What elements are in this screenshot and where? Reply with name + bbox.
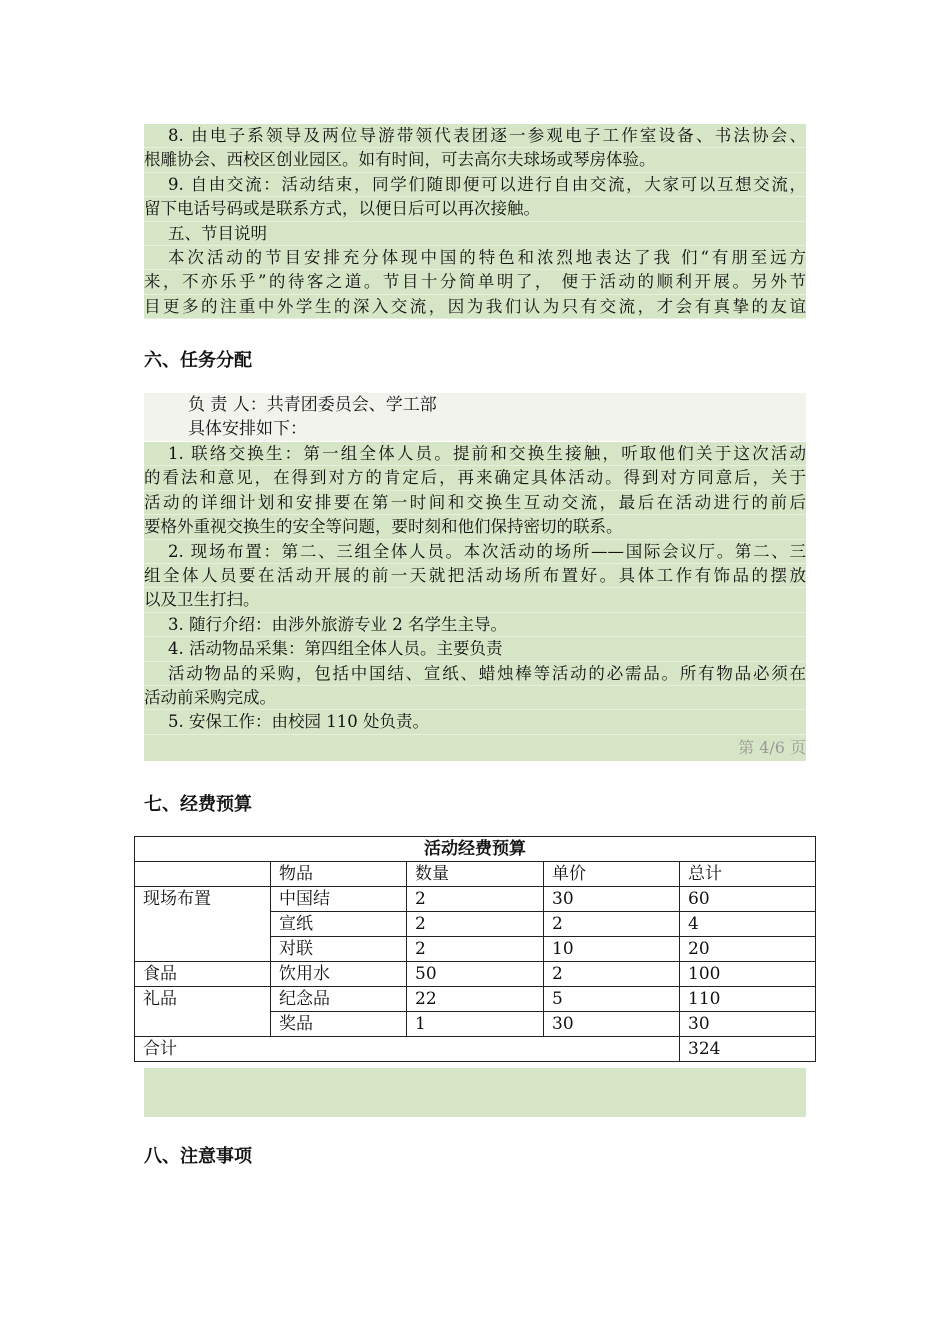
paragraph-line: 目更多的注重中外学生的深入交流，因为我们认为只有交流，才会有真挚的友谊 xyxy=(144,295,806,319)
table-cell: 奖品 xyxy=(271,1012,407,1037)
paragraph-line: 留下电话号码或是联系方式，以便日后可以再次接触。 xyxy=(144,197,806,221)
table-title-row xyxy=(135,837,816,862)
table-cell: 10 xyxy=(544,937,680,962)
paragraph-line: 活动的详细计划和安排要在第一时间和交换生互动交流，最后在活动进行的前后 xyxy=(144,491,806,515)
table-total-row xyxy=(135,1037,816,1062)
paragraph-line: 5. 安保工作：由校园 110 处负责。 xyxy=(144,710,806,734)
table-cell: 对联 xyxy=(271,937,407,962)
table-cell: 20 xyxy=(680,937,816,962)
task-details-block xyxy=(144,442,806,761)
total-label: 合计 xyxy=(135,1037,680,1062)
table-row xyxy=(135,887,816,912)
paragraph-line: 本次活动的节目安排充分体现中国的特色和浓烈地表达了我 们“有朋至远方 xyxy=(144,246,806,270)
paragraph-line: 活动前采购完成。 xyxy=(144,686,806,710)
activity-steps-block xyxy=(144,124,806,319)
table-cell: 60 xyxy=(680,887,816,912)
paragraph-line: 根雕协会、西校区创业园区。如有时间，可去高尔夫球场或琴房体验。 xyxy=(144,148,806,172)
table-cell: 中国结 xyxy=(271,887,407,912)
table-cell: 30 xyxy=(680,1012,816,1037)
table-cell: 纪念品 xyxy=(271,987,407,1012)
table-cell: 宣纸 xyxy=(271,912,407,937)
paragraph-line: 要格外重视交换生的安全等问题，要时刻和他们保持密切的联系。 xyxy=(144,515,806,539)
section-heading-budget: 七、经费预算 xyxy=(144,794,252,815)
group-cell: 食品 xyxy=(135,962,271,987)
responsible-line: 负 责 人：共青团委员会、学工部 xyxy=(188,395,437,415)
table-highlight-band xyxy=(144,1068,806,1117)
table-cell: 2 xyxy=(407,887,544,912)
table-row xyxy=(135,962,816,987)
group-cell: 礼品 xyxy=(135,987,271,1037)
page-number: 第 4/6 页 xyxy=(738,737,806,757)
paragraph-line: 活动物品的采购，包括中国结、宣纸、蜡烛棒等活动的必需品。所有物品必须在 xyxy=(144,662,806,686)
paragraph-line: 3. 随行介绍：由涉外旅游专业 2 名学生主导。 xyxy=(144,613,806,637)
table-header-cell: 数量 xyxy=(407,862,544,887)
table-cell: 100 xyxy=(680,962,816,987)
table-row xyxy=(135,987,816,1012)
section-heading-notes: 八、注意事项 xyxy=(144,1146,252,1167)
arrangement-intro: 具体安排如下： xyxy=(188,419,307,439)
table-header-cell xyxy=(135,862,271,887)
paragraph-line: 来，不亦乐乎”的待客之道。节目十分简单明了， 便于活动的顺利开展。另外节 xyxy=(144,270,806,294)
table-cell: 4 xyxy=(680,912,816,937)
table-header-row xyxy=(135,862,816,887)
table-cell: 5 xyxy=(544,987,680,1012)
table-cell: 2 xyxy=(544,912,680,937)
table-cell: 饮用水 xyxy=(271,962,407,987)
group-cell: 现场布置 xyxy=(135,887,271,962)
table-header-cell: 物品 xyxy=(271,862,407,887)
section-heading-task-assignment: 六、任务分配 xyxy=(144,350,252,371)
table-header-cell: 总计 xyxy=(680,862,816,887)
paragraph-line: 2. 现场布置：第二、三组全体人员。本次活动的场所——国际会议厅。第二、三 xyxy=(144,540,806,564)
table-cell: 22 xyxy=(407,987,544,1012)
paragraph-line: 组全体人员要在活动开展的前一天就把活动场所布置好。具体工作有饰品的摆放 xyxy=(144,564,806,588)
responsible-block xyxy=(144,393,806,441)
section-subheading: 五、节目说明 xyxy=(144,222,806,246)
table-title: 活动经费预算 xyxy=(135,837,816,862)
total-value: 324 xyxy=(680,1037,816,1062)
table-header-cell: 单价 xyxy=(544,862,680,887)
paragraph-line: 8. 由电子系领导及两位导游带领代表团逐一参观电子工作室设备、书法协会、 xyxy=(144,124,806,148)
table-cell: 50 xyxy=(407,962,544,987)
table-cell: 2 xyxy=(407,937,544,962)
paragraph-line: 1. 联络交换生：第一组全体人员。提前和交换生接触，听取他们关于这次活动 xyxy=(144,442,806,466)
paragraph-line: 以及卫生打扫。 xyxy=(144,588,806,612)
paragraph-line: 的看法和意见，在得到对方的肯定后，再来确定具体活动。得到对方同意后，关于 xyxy=(144,466,806,490)
table-cell: 30 xyxy=(544,887,680,912)
table-cell: 30 xyxy=(544,1012,680,1037)
table-cell: 2 xyxy=(407,912,544,937)
paragraph-line: 4. 活动物品采集：第四组全体人员。主要负责 xyxy=(144,637,806,661)
table-cell: 2 xyxy=(544,962,680,987)
table-cell: 1 xyxy=(407,1012,544,1037)
paragraph-line: 9. 自由交流：活动结束，同学们随即便可以进行自由交流，大家可以互想交流， xyxy=(144,173,806,197)
table-cell: 110 xyxy=(680,987,816,1012)
budget-table xyxy=(134,836,816,1062)
